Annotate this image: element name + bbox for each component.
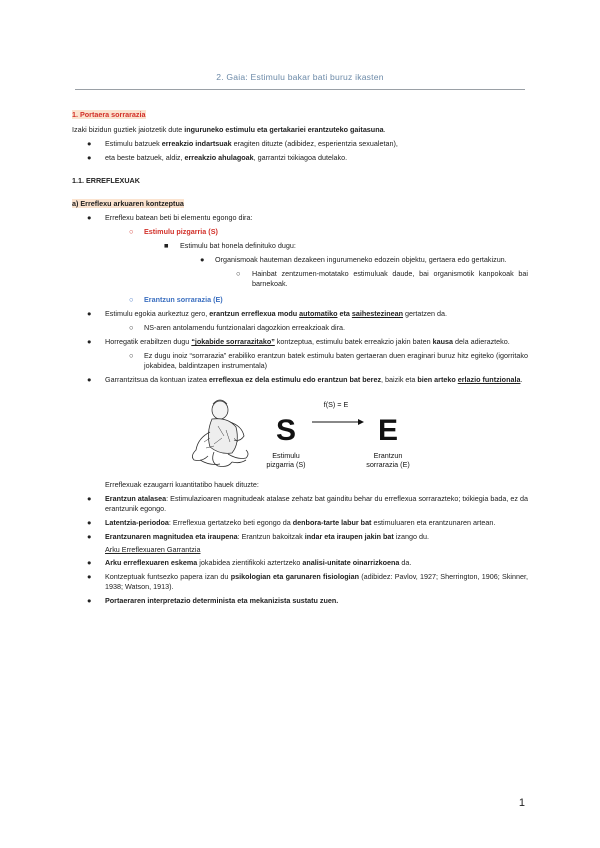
bold-underlined-text: “jokabide sorrarazitako” bbox=[191, 337, 275, 346]
bullet-icon: ● bbox=[87, 337, 92, 346]
text: Estimulu bat honela definituko dugu: bbox=[180, 241, 296, 250]
bullet-icon: ● bbox=[87, 375, 92, 384]
response-letter: E bbox=[377, 414, 399, 447]
bold-text: erreflexua ez dela estimulu edo erantzun bat berez bbox=[208, 375, 382, 384]
list-item bbox=[72, 351, 528, 371]
bold-text: Arku erreflexuaren eskema bbox=[105, 558, 198, 567]
text: da. bbox=[399, 558, 412, 567]
bold-underlined-text: saihestezinean bbox=[351, 309, 404, 318]
bold-text: erantzun erreflexua modu bbox=[209, 309, 300, 318]
text: Izaki bizidun guztiek jaiotzetik dute bbox=[72, 125, 185, 134]
text: Organismoak hauteman dezakeen ingurumeneko edozein objektu, gertaera edo gertakizun. bbox=[215, 255, 507, 264]
list-item bbox=[72, 558, 528, 568]
heading-text: 1.1. ERREFLEXUAK bbox=[72, 176, 140, 185]
underlined-text: Arku Erreflexuaren Garrantzia bbox=[105, 545, 201, 554]
list-item bbox=[72, 337, 528, 347]
list-item bbox=[72, 227, 528, 237]
text: jokabidea zientifikoki aztertzeko bbox=[197, 558, 303, 567]
paragraph-intro bbox=[72, 125, 528, 135]
paragraph bbox=[72, 480, 528, 490]
text: izango du. bbox=[393, 532, 429, 541]
reflex-arc-figure bbox=[72, 392, 528, 474]
arrow-label: f(S) = E bbox=[323, 400, 349, 409]
bullet-icon: ● bbox=[87, 532, 92, 541]
title-divider bbox=[75, 89, 525, 90]
section-heading-1 bbox=[72, 110, 528, 120]
text: Kontzeptuak funtsezko papera izan du bbox=[105, 572, 231, 581]
text: , garrantzi txikiagoa dutelako. bbox=[253, 153, 348, 162]
bold-text: Erantzunaren magnitudea eta iraupena bbox=[105, 532, 238, 541]
bold-text: kausa bbox=[432, 337, 454, 346]
text: eragiten dituzte (adibidez, esperientzia sexualetan), bbox=[231, 139, 398, 148]
bold-underlined-text: erlazio funtzionala bbox=[457, 375, 521, 384]
text: Garrantzitsua da kontuan izatea bbox=[105, 375, 209, 384]
reflex-diagram bbox=[72, 392, 528, 474]
list-item bbox=[72, 532, 528, 542]
bullet-icon: ● bbox=[87, 558, 92, 567]
bullet-icon: ● bbox=[200, 255, 205, 264]
bullet-icon: ● bbox=[87, 153, 92, 162]
text: Ez dugu inoiz “sorrarazia” erabiliko erantzun batek estimulu baten gertaeran duen eraginari buruz hitz egiteko (igorritako jokabidea, baldintzapen instrumentala) bbox=[144, 351, 528, 370]
text: (adibidez: Pavlov, 1927; Sherrington, 1906; Skinner, 1938; Watson, 1913). bbox=[105, 572, 528, 591]
bold-text: Portaeraren interpretazio determinista eta mekanizista sustatu zuen. bbox=[105, 596, 339, 605]
list-item bbox=[72, 596, 528, 606]
list-item bbox=[72, 518, 528, 528]
list-item bbox=[72, 241, 528, 251]
response-caption-line-2: sorrarazia (E) bbox=[366, 460, 410, 469]
text: gertatzen da. bbox=[403, 309, 447, 318]
circle-bullet-icon: ○ bbox=[129, 227, 134, 236]
list-item bbox=[72, 375, 528, 385]
bullet-icon: ● bbox=[87, 596, 92, 605]
text: dela adierazteko. bbox=[453, 337, 510, 346]
bold-text: erreakzio indartsuak bbox=[161, 139, 232, 148]
list-item bbox=[72, 295, 528, 305]
list-item bbox=[72, 139, 528, 149]
text: : Erantzun bakoitzak bbox=[237, 532, 305, 541]
bullet-icon: ● bbox=[87, 139, 92, 148]
stimulus-caption-line-1: Estimulu bbox=[272, 451, 300, 460]
list-item bbox=[72, 572, 528, 592]
bold-text: Erantzun atalasea bbox=[105, 494, 167, 503]
list-item bbox=[72, 255, 528, 265]
stimulus-letter: S bbox=[275, 414, 297, 447]
text: Horregatik erabiltzen dugu bbox=[105, 337, 192, 346]
chapter-title: 2. Gaia: Estimulu bakar bati buruz ikasten bbox=[216, 72, 384, 82]
list-item bbox=[72, 269, 528, 289]
subheading-arc-importance bbox=[72, 545, 528, 555]
bold-text: erreakzio ahulagoak bbox=[184, 153, 254, 162]
bold-text: analisi-unitate oinarrizkoena bbox=[302, 558, 400, 567]
bold-text: psikologian eta garunaren fisiologian bbox=[230, 572, 359, 581]
bullet-icon: ● bbox=[87, 309, 92, 318]
bold-text: ingurunekо estimulu eta gertakariei erantzuteko gaitasuna bbox=[184, 125, 384, 134]
text: Erreflexu batean beti bi elementu egongo dira: bbox=[105, 213, 253, 222]
stimulus-caption-line-2: pizgarria (S) bbox=[266, 460, 306, 469]
text: . bbox=[383, 125, 386, 134]
circle-bullet-icon: ○ bbox=[129, 323, 134, 332]
text: Estimulu batzuek bbox=[105, 139, 162, 148]
bold-text: Erantzun sorrarazia (E) bbox=[144, 295, 223, 304]
circle-bullet-icon: ○ bbox=[129, 295, 134, 304]
response-caption-line-1: Erantzun bbox=[373, 451, 403, 460]
document-body bbox=[72, 110, 528, 606]
bullet-icon: ● bbox=[87, 518, 92, 527]
text: NS-aren antolamendu funtzionalari dagozkion erreakzioak dira. bbox=[144, 323, 345, 332]
bold-text: Estimulu pizgarria (S) bbox=[144, 227, 218, 236]
bullet-icon: ● bbox=[87, 213, 92, 222]
heading-text: 1. Portaera sorrarazia bbox=[72, 110, 146, 119]
bold-text: bien arteko bbox=[417, 375, 458, 384]
text: kontzeptua, estimulu batek erreakzio jakin baten bbox=[274, 337, 433, 346]
text: estimuluaren eta erantzunaren artean. bbox=[371, 518, 496, 527]
bullet-icon: ● bbox=[87, 494, 92, 503]
text: eta beste batzuek, aldiz, bbox=[105, 153, 185, 162]
bullet-icon: ● bbox=[87, 572, 92, 581]
circle-bullet-icon: ○ bbox=[236, 269, 241, 278]
bold-underlined-text: automatiko bbox=[299, 309, 338, 318]
subheading-text: a) Erreflexu arkuaren kontzeptua bbox=[72, 199, 184, 208]
sketch-figure-icon bbox=[192, 400, 248, 467]
list-item bbox=[72, 153, 528, 163]
bold-text: indar eta iraupen jakin bat bbox=[304, 532, 394, 541]
arrow-head-icon bbox=[358, 419, 364, 425]
text: : Estimulazioaren magnitudeak atalase zehatz bat gainditu behar du erreflexua sorrarazteko; txikiegia bada, ez da erantzunik egongo. bbox=[105, 494, 528, 513]
list-item bbox=[72, 323, 528, 333]
text: Hainbat zentzumen-motatako estimuluak daude, bai organismotik kanpokoak bai barnekoak. bbox=[252, 269, 528, 288]
page-number: 1 bbox=[518, 797, 525, 809]
bold-text: Latentzia-periodoa bbox=[105, 518, 169, 527]
list-item bbox=[72, 213, 528, 223]
square-bullet-icon: ■ bbox=[164, 241, 169, 250]
text: , baizik eta bbox=[381, 375, 418, 384]
circle-bullet-icon: ○ bbox=[129, 351, 134, 360]
text: Estimulu egokia aurkeztuz gero, bbox=[105, 309, 210, 318]
bold-text: eta bbox=[337, 309, 352, 318]
section-heading-1-1 bbox=[72, 176, 528, 186]
text: Erreflexuak ezaugarri kuantitatibo hauek dituzte: bbox=[105, 480, 259, 489]
text: : Erreflexua gertatzeko beti egongo da bbox=[168, 518, 293, 527]
list-item bbox=[72, 494, 528, 514]
text: . bbox=[520, 375, 523, 384]
subheading-a bbox=[72, 199, 528, 209]
bold-text: denbora-tarte labur bat bbox=[292, 518, 372, 527]
list-item bbox=[72, 309, 528, 319]
